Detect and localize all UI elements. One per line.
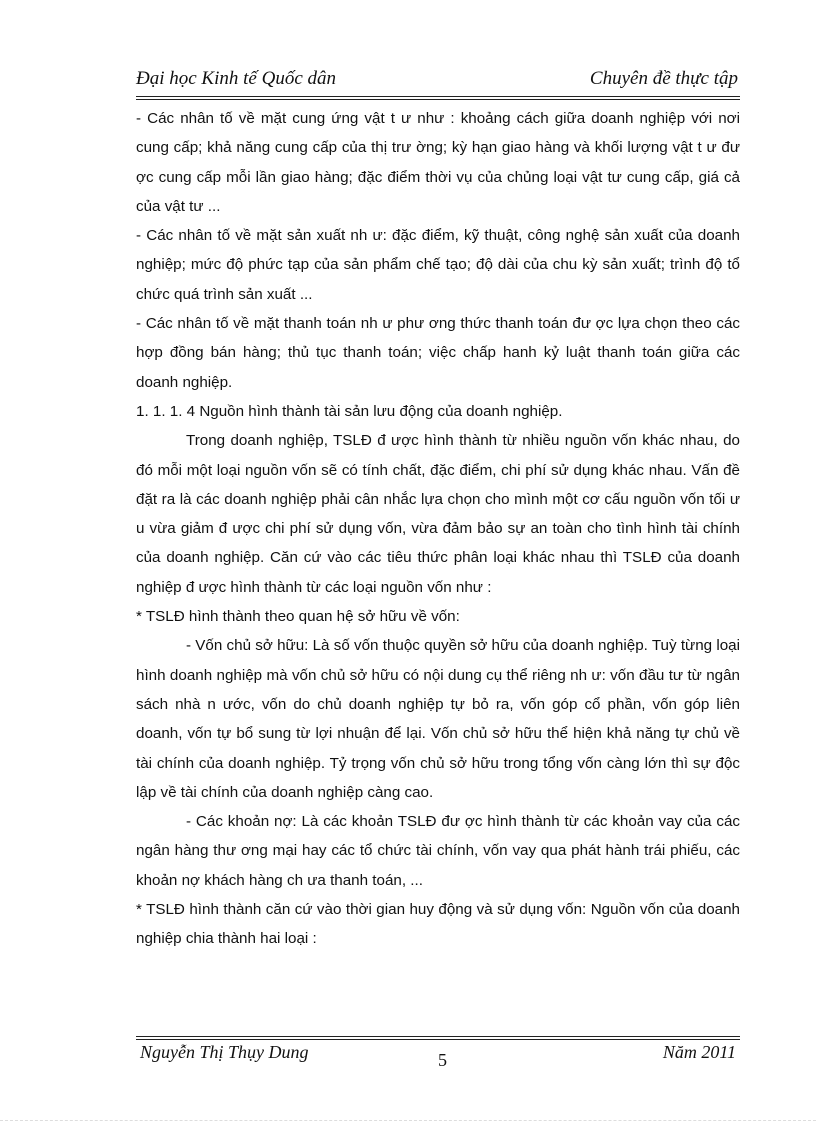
- header-rule-top: [136, 96, 740, 97]
- footer-author: Nguyễn Thị Thụy Dung: [140, 1042, 309, 1062]
- paragraph-production-factors: - Các nhân tố về mặt sản xuất nh ư: đặc điểm, kỹ thuật, công nghệ sản xuất của doanh nghiệp; mức độ phức tạp của sản phẩm chế tạo; độ dài của chu kỳ sản xuất; trình độ tổ chức quá trình sản xuất ...: [136, 227, 740, 303]
- footer-rule-bottom: [136, 1039, 740, 1040]
- page-footer: [136, 1042, 740, 1072]
- paragraph-owner-equity: - Vốn chủ sở hữu: Là số vốn thuộc quyền sở hữu của doanh nghiệp. Tuỳ từng loại hình doanh nghiệp mà vốn chủ sở hữu có nội dung cụ thể riêng nh ư: vốn đầu tư từ ngân sách nhà n ước, vốn do chủ doanh nghiệp tự bỏ ra, vốn góp cổ phần, vốn góp liên doanh, vốn tự bổ sung từ lợi nhuận để lại. Vốn chủ sở hữu thể hiện khả năng tự chủ về tài chính của doanh nghiệp. Tỷ trọng vốn chủ sở hữu trong tổng vốn càng lớn thì sự độc lập về tài chính của doanh nghiệp càng cao.: [136, 637, 740, 801]
- paragraph-supply-factors: - Các nhân tố về mặt cung ứng vật t ư như : khoảng cách giữa doanh nghiệp với nơi cung cấp; khả năng cung cấp của thị trư ờng; kỳ hạn giao hàng và khối lượng vật t ư đư ợc cung cấp mỗi lần giao hàng; đặc điểm thời vụ của chủng loại vật tư cung cấp, giá cả của vật tư ...: [136, 110, 740, 215]
- subheading-time-based: * TSLĐ hình thành căn cứ vào thời gian huy động và sử dụng vốn: Nguồn vốn của doanh nghiệp chia thành hai loại :: [136, 901, 740, 948]
- paragraph-intro: Trong doanh nghiệp, TSLĐ đ ược hình thành từ nhiều nguồn vốn khác nhau, do đó mỗi một loại nguồn vốn sẽ có tính chất, đặc điểm, chi phí sử dụng khác nhau. Vấn đề đặt ra là các doanh nghiệp phải cân nhắc lựa chọn cho mình một cơ cấu nguồn vốn tối ư u vừa giảm đ ược chi phí sử dụng vốn, vừa đảm bảo sự an toàn cho tình hình tài chính của doanh nghiệp. Căn cứ vào các tiêu thức phân loại khác nhau thì TSLĐ của doanh nghiệp đ ược hình thành từ các loại nguồn vốn như :: [136, 432, 740, 596]
- header-university: Đại học Kinh tế Quốc dân: [136, 68, 337, 89]
- section-heading: 1. 1. 1. 4 Nguồn hình thành tài sản lưu động của doanh nghiệp.: [136, 402, 563, 420]
- header-rule-bottom: [136, 99, 740, 100]
- paragraph-payment-factors: - Các nhân tố về mặt thanh toán nh ư phư ơng thức thanh toán đư ợc lựa chọn theo các hợp đồng bán hàng; thủ tục thanh toán; việc chấp hanh kỷ luật thanh toán giữa các doanh nghiệp.: [136, 315, 740, 391]
- page-number: 5: [438, 1050, 447, 1070]
- page-bottom-divider: [0, 1120, 816, 1121]
- footer-rule-top: [136, 1036, 740, 1037]
- footer-year: Năm 2011: [662, 1042, 736, 1062]
- page-header: [136, 68, 740, 94]
- paragraph-liabilities: - Các khoản nợ: Là các khoản TSLĐ đư ợc hình thành từ các khoản vay của các ngân hàng thư ơng mại hay các tổ chức tài chính, vốn vay qua phát hành trái phiếu, các khoản nợ khách hàng ch ưa thanh toán, ...: [136, 813, 740, 889]
- header-doc-type: Chuyên đề thực tập: [589, 68, 738, 89]
- subheading-ownership: * TSLĐ hình thành theo quan hệ sở hữu về vốn:: [136, 608, 460, 626]
- document-body: [136, 104, 740, 954]
